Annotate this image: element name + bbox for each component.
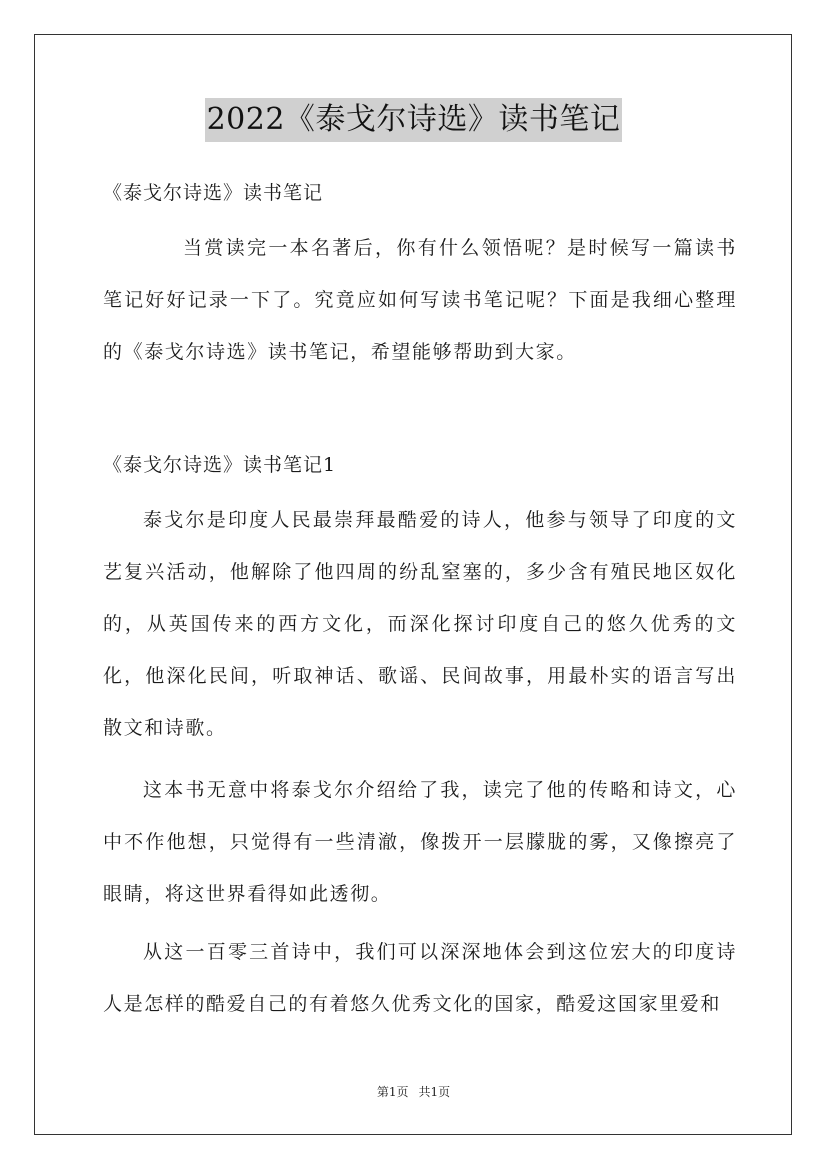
section-heading: 《泰戈尔诗选》读书笔记1 xyxy=(103,454,337,476)
page-total: 共1页 xyxy=(418,1085,451,1099)
page-footer xyxy=(0,1083,827,1101)
title-container xyxy=(0,98,827,142)
body-paragraph-3: 从这一百零三首诗中，我们可以深深地体会到这位宏大的印度诗人是怎样的酷爱自己的有着悠久优秀文化的国家，酷爱这国家里爱和 xyxy=(103,941,737,1015)
body-paragraph-1: 泰戈尔是印度人民最崇拜最酷爱的诗人，他参与领导了印度的文艺复兴活动，他解除了他四周的纷乱窒塞的，多少含有殖民地区奴化的，从英国传来的西方文化，而深化探讨印度自己的悠久优秀的文化，他深化民间，听取神话、歌谣、民间故事，用最朴实的语言写出散文和诗歌。 xyxy=(103,509,737,739)
body-paragraph-2: 这本书无意中将泰戈尔介绍给了我，读完了他的传略和诗文，心中不作他想，只觉得有一些清澈，像拨开一层朦胧的雾，又像擦亮了眼睛，将这世界看得如此透彻。 xyxy=(103,779,737,905)
document-subtitle: 《泰戈尔诗选》读书笔记 xyxy=(103,182,324,204)
intro-paragraph: 当赏读完一本名著后，你有什么领悟呢？是时候写一篇读书笔记好好记录一下了。究竟应如何写读书笔记呢？下面是我细心整理的《泰戈尔诗选》读书笔记，希望能够帮助到大家。 xyxy=(103,237,737,363)
page-number: 第1页 xyxy=(376,1085,409,1099)
document-title: 2022《泰戈尔诗选》读书笔记 xyxy=(205,98,623,142)
